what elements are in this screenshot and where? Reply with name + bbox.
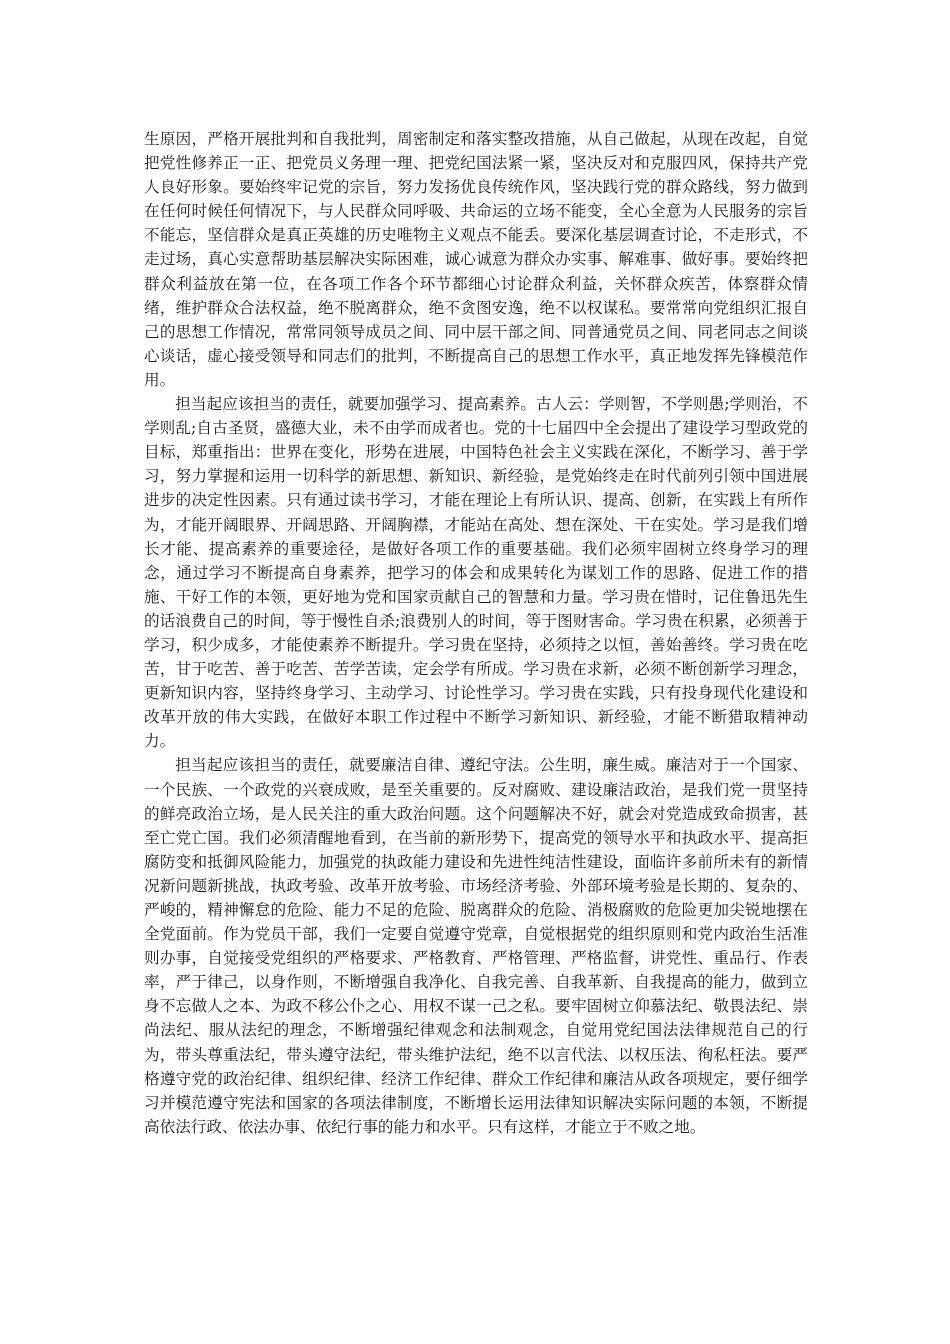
- paragraph-integrity: 担当起应该担当的责任，就要廉洁自律、遵纪守法。公生明，廉生威。廉洁对于一个国家、一个民族、一个政党的兴衰成败，是至关重要的。反对腐败、建设廉洁政治，是我们党一贯坚持的鲜亮政治立场，是人民关注的重大政治问题。这个问题解决不好，就会对党造成致命损害，甚至亡党亡国。我们必须清醒地看到，在当前的新形势下，提高党的领导水平和执政水平、提高拒腐防变和抵御风险能力，加强党的执政能力建设和先进性纯洁性建设，面临许多前所未有的新情况新问题新挑战，执政考验、改革开放考验、市场经济考验、外部环境考验是长期的、复杂的、严峻的，精神懈怠的危险、能力不足的危险、脱离群众的危险、消极腐败的危险更加尖锐地摆在全党面前。作为党员干部，我们一定要自觉遵守党章，自觉根据党的组织原则和党内政治生活准则办事，自觉接受党组织的严格要求、严格教育、严格管理、严格监督，讲党性、重品行、作表率，严于律己，以身作则，不断增强自我净化、自我完善、自我革新、自我提高的能力，做到立身不忘做人之本、为政不移公仆之心、用权不谋一己之私。要牢固树立仰慕法纪、敬畏法纪、崇尚法纪、服从法纪的理念，不断增强纪律观念和法制观念，自觉用党纪国法法律规范自己的行为，带头尊重法纪，带头遵守法纪，带头维护法纪，绝不以言代法、以权压法、徇私枉法。要严格遵守党的政治纪律、组织纪律、经济工作纪律、群众工作纪律和廉洁从政各项规定，要仔细学习并模范遵守宪法和国家的各项法律制度，不断增长运用法律知识解决实际问题的本领，不断提高依法行政、依法办事、依纪行事的能力和水平。只有这样，才能立于不败之地。: [144, 756, 808, 1136]
- document-page: [144, 127, 808, 1139]
- paragraph-study: 担当起应该担当的责任，就要加强学习、提高素养。古人云：学则智，不学则愚;学则治，不学则乱;自古圣贤，盛德大业，未不由学而成者也。党的十七届四中全会提出了建设学习型政党的目标，郑重指出：世界在变化，形势在进展，中国特色社会主义实践在深化，不断学习、善于学习，努力掌握和运用一切科学的新思想、新知识、新经验，是党始终走在时代前列引领中国进展进步的决定性因素。只有通过读书学习，才能在理论上有所认识、提高、创新，在实践上有所作为，才能开阔眼界、开阔思路、开阔胸襟，才能站在高处、想在深处、干在实处。学习是我们增长才能、提高素养的重要途径，是做好各项工作的重要基础。我们必须牢固树立终身学习的理念，通过学习不断提高自身素养，把学习的体会和成果转化为谋划工作的思路、促进工作的措施、干好工作的本领，更好地为党和国家贡献自己的智慧和力量。学习贵在惜时，记住鲁迅先生的话浪费自己的时间，等于慢性自杀;浪费别人的时间，等于图财害命。学习贵在积累，必须善于学习，积少成多，才能使素养不断提升。学习贵在坚持，必须持之以恒，善始善终。学习贵在吃苦，甘于吃苦、善于吃苦、苦学苦读，定会学有所成。学习贵在求新，必须不断创新学习理念，更新知识内容，坚持终身学习、主动学习、讨论性学习。学习贵在实践，只有投身现代化建设和改革开放的伟大实践，在做好本职工作过程中不断学习新知识、新经验，才能不断猎取精神动力。: [144, 395, 808, 751]
- paragraph-party-spirit: 生原因，严格开展批判和自我批判，周密制定和落实整改措施，从自己做起，从现在改起，自觉把党性修养正一正、把党员义务理一理、把党纪国法紧一紧，坚决反对和克服四风，保持共产党人良好形象。要始终牢记党的宗旨，努力发扬优良传统作风，坚决践行党的群众路线，努力做到在任何时候任何情况下，与人民群众同呼吸、共命运的立场不能变，全心全意为人民服务的宗旨不能忘，坚信群众是真正英雄的历史唯物主义观点不能丢。要深化基层调查讨论，不走形式，不走过场，真心实意帮助基层解决实际困难，诚心诚意为群众办实事、解难事、做好事。要始终把群众利益放在第一位，在各项工作各个环节都细心讨论群众利益，关怀群众疾苦，体察群众情绪，维护群众合法权益，绝不脱离群众，绝不贪图安逸，绝不以权谋私。要常常向党组织汇报自己的思想工作情况，常常同领导成员之间、同中层干部之间、同普通党员之间、同老同志之间谈心谈话，虚心接受领导和同志们的批判，不断提高自己的思想工作水平，真正地发挥先锋模范作用。: [144, 130, 808, 389]
